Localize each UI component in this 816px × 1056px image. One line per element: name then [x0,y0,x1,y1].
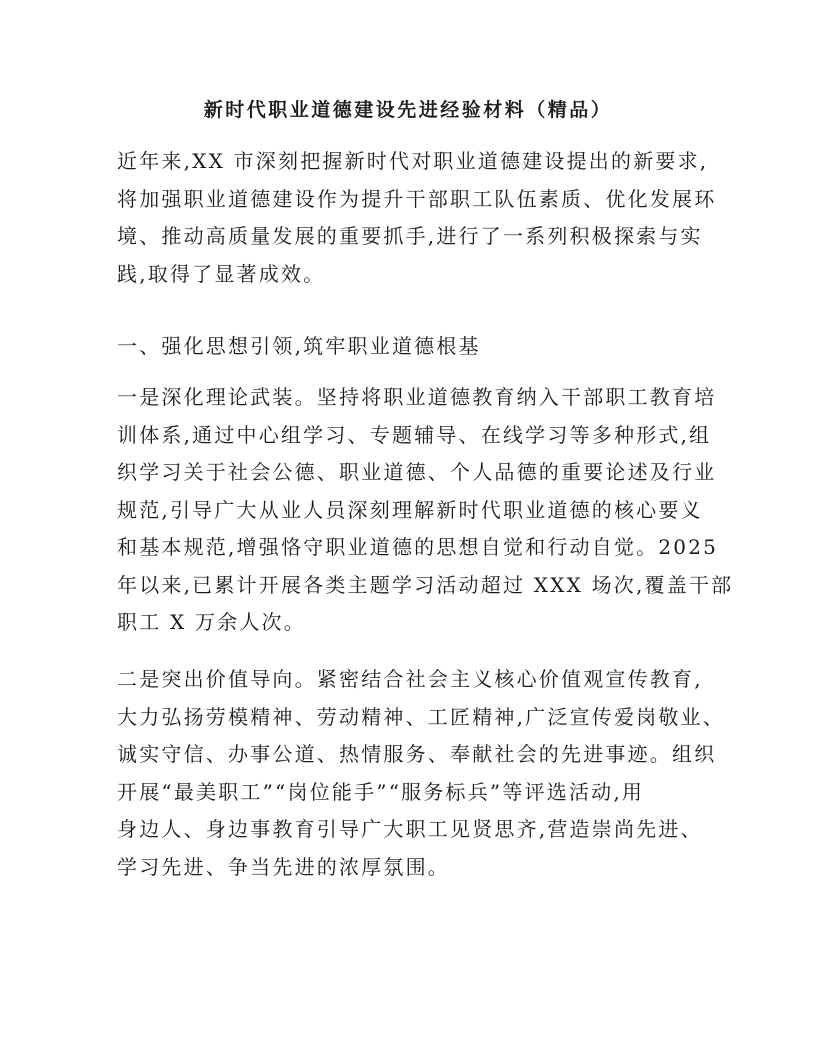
paragraph-line: 年以来,已累计开展各类主题学习活动超过 XXX 场次,覆盖干部 [117,572,734,597]
paragraph-line: 身边人、身边事教育引导广大职工见贤思齐,营造崇尚先进、 [117,817,703,841]
document-title: 新时代职业道德建设先进经验材料（精品） [203,99,613,121]
body-paragraph-theory [117,379,734,642]
paragraph-line: 学习先进、争当先进的浓厚氛围。 [117,854,450,879]
paragraph-line: 践,取得了显著成效。 [117,261,326,286]
paragraph-line: 织学习关于社会公德、职业道德、个人品德的重要论述及行业 [117,460,717,484]
paragraph-line: 开展“最美职工”“岗位能手”“服务标兵”等评选活动,用 [117,779,645,804]
intro-paragraph [117,143,717,293]
paragraph-line: 近年来,XX 市深刻把握新时代对职业道德建设提出的新要求, [117,149,709,173]
paragraph-line: 规范,引导广大从业人员深刻理解新时代职业道德的核心要义 [117,497,703,522]
paragraph-line: 一是深化理论武装。坚持将职业道德教育纳入干部职工教育培 [117,385,717,409]
paragraph-line: 将加强职业道德建设作为提升干部职工队伍素质、优化发展环 [117,186,717,211]
paragraph-line: 职工 X 万余人次。 [117,610,306,634]
section-heading-text: 一、强化思想引领,筑牢职业道德根基 [117,334,481,358]
paragraph-line: 训体系,通过中心组学习、专题辅导、在线学习等多种形式,组 [117,422,712,447]
paragraph-line: 诚实守信、办事公道、热情服务、奉献社会的先进事迹。组织 [117,742,717,766]
paragraph-line: 境、推动高质量发展的重要抓手,进行了一系列积极探索与实 [117,224,703,248]
body-paragraph-values [117,661,725,886]
section-heading [117,328,707,366]
paragraph-line: 和基本规范,增强恪守职业道德的思想自觉和行动自觉。2025 [117,535,719,559]
paragraph-line: 二是突出价值导向。紧密结合社会主义核心价值观宣传教育, [117,667,703,691]
paragraph-line: 大力弘扬劳模精神、劳动精神、工匠精神,广泛宣传爱岗敬业、 [117,704,725,729]
